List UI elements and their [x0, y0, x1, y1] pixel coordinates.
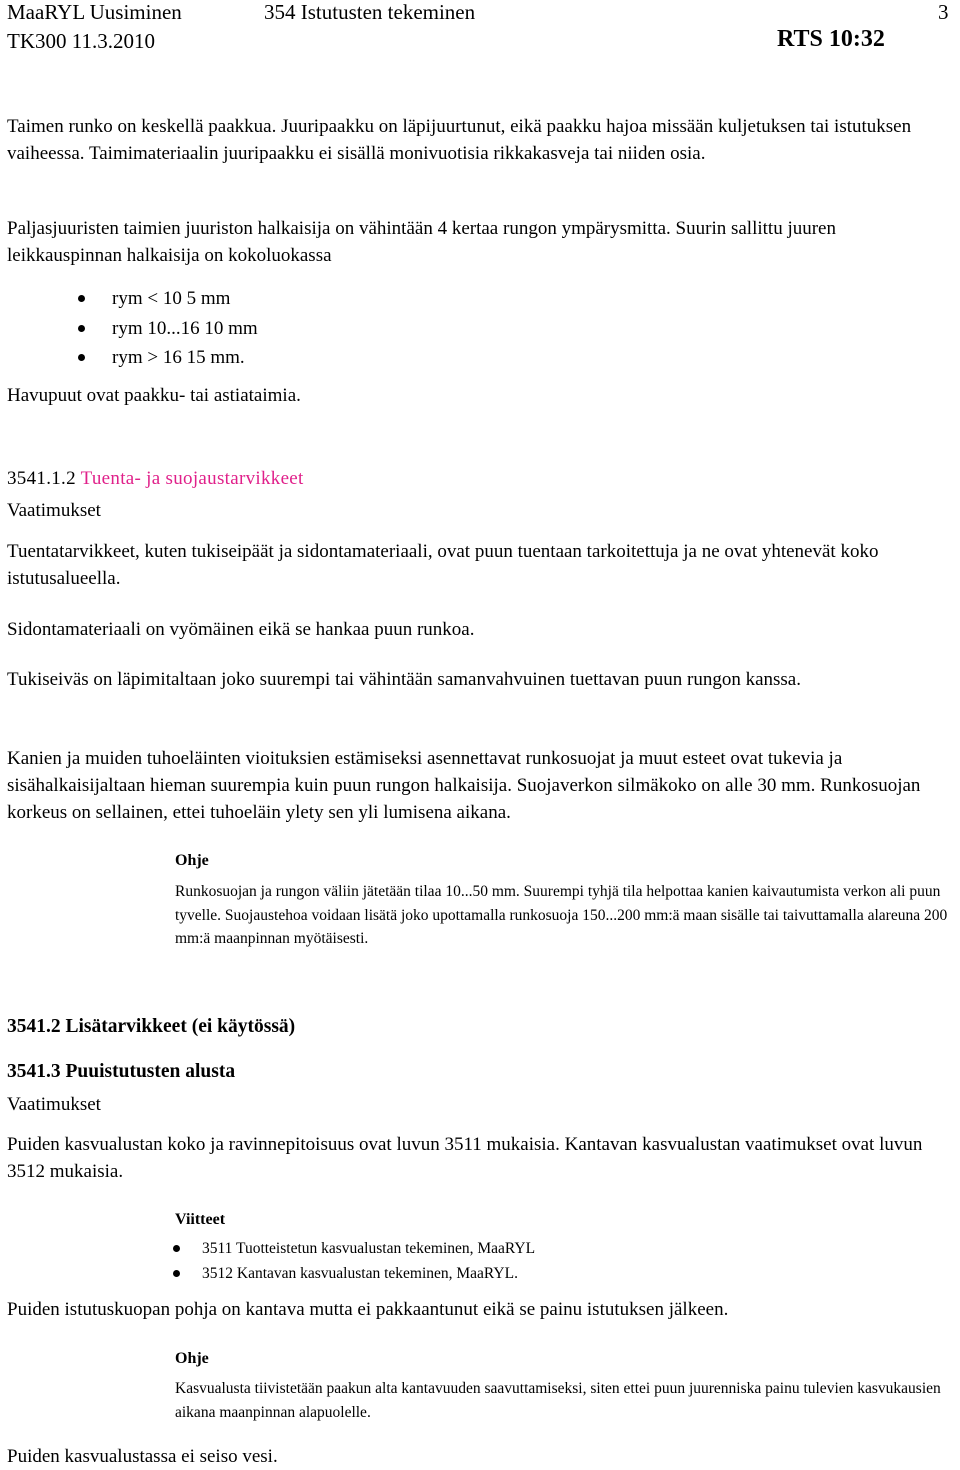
header-org: MaaRYL Uusiminen [7, 0, 182, 24]
bullet-icon [78, 325, 85, 332]
paragraph-no-standing-water: Puiden kasvualustassa ei seiso vesi. [7, 1446, 278, 1467]
ohje-label: Ohje [175, 1350, 209, 1367]
subheading-vaatimukset: Vaatimukset [7, 1094, 101, 1115]
list-item: 3512 Kantavan kasvualustan tekeminen, MaaRYL. [173, 1261, 535, 1286]
header-page-number: 3 [938, 0, 949, 24]
paragraph-support-stake: Tukiseiväs on läpimitaltaan joko suurempi tai vähintään samanvahvuinen tuettavan puun rungon kanssa. [7, 669, 801, 690]
list-item: rym < 10 5 mm [78, 284, 258, 314]
paragraph-support-materials: Tuentatarvikkeet, kuten tukiseipäät ja sidontamateriaali, ovat puun tuentaan tarkoitettuja ja ne ovat yhtenevät koko istutusalueella. [7, 541, 879, 589]
header-rts-code: RTS 10:32 [777, 26, 885, 52]
subheading-vaatimukset: Vaatimukset [7, 500, 101, 521]
paragraph-bare-root: Paljasjuuristen taimien juuriston halkaisija on vähintään 4 kertaa rungon ympärysmitta. Suurin sallittu juuren leikkauspinnan halkaisija on kokoluokassa [7, 218, 836, 266]
bullet-icon [173, 1245, 180, 1252]
header-doc-code: TK300 11.3.2010 [7, 29, 155, 53]
ohje-text-trunk-guard: Runkosuojan ja rungon väliin jätetään tilaa 10...50 mm. Suurempi tyhjä tila helpottaa kanien kaivautumista verkon ali puun tyvelle. Suojaustehoa voidaan lisätä joko upottamalla runkosuoja 150...200 mm:ä maan sisälle tai taivuttamalla alareuna 200 mm:ä maanpinnan myötäisesti. [175, 883, 948, 947]
ohje-label: Ohje [175, 852, 209, 869]
bullet-icon [78, 354, 85, 361]
viitteet-label: Viitteet [175, 1211, 226, 1228]
paragraph-conifers: Havupuut ovat paakku- tai astiataimia. [7, 385, 301, 406]
size-class-list [78, 284, 258, 373]
heading-3541-2: 3541.2 Lisätarvikkeet (ei käytössä) [7, 1016, 296, 1037]
paragraph-root-ball: Taimen runko on keskellä paakkua. Juuripaakku on läpijuurtunut, eikä paakku hajoa missään kuljetuksen tai istutuksen vaiheessa. Taimimateriaalin juuripaakku ei sisällä monivuotisia rikkakasveja tai niiden osia. [7, 116, 912, 164]
section-heading-3541-1-2: 3541.1.2 Tuenta- ja suojaustarvikkeet [7, 468, 304, 489]
reference-list [173, 1236, 535, 1286]
ohje-text-compaction: Kasvualusta tiivistetään paakun alta kantavuuden saavuttamiseksi, siten ettei puun juurenniska painu tulevien kasvukausien aikana maanpinnan alapuolelle. [175, 1380, 941, 1421]
paragraph-binding-material: Sidontamateriaali on vyömäinen eikä se hankaa puun runkoa. [7, 619, 475, 640]
paragraph-growing-medium: Puiden kasvualustan koko ja ravinnepitoisuus ovat luvun 3511 mukaisia. Kantavan kasvualustan vaatimukset ovat luvun 3512 mukaisia. [7, 1134, 923, 1182]
bullet-icon [78, 295, 85, 302]
paragraph-planting-pit: Puiden istutuskuopan pohja on kantava mutta ei pakkaantunut eikä se painu istutuksen jälkeen. [7, 1299, 729, 1320]
heading-3541-3: 3541.3 Puuistutusten alusta [7, 1061, 236, 1082]
header-section: 354 Istutusten tekeminen [264, 0, 476, 24]
list-item: rym 10...16 10 mm [78, 314, 258, 344]
paragraph-trunk-guards: Kanien ja muiden tuhoeläinten vioituksien estämiseksi asennettavat runkosuojat ja muut esteet ovat tukevia ja sisähalkaisijaltaan hieman suurempia kuin puun rungon halkaisija. Suojaverkon silmäkoko on alle 30 mm. Runkosuojan korkeus on sellainen, ettei tuhoeläin ylety sen yli lumisena aikana. [7, 748, 921, 823]
list-item: 3511 Tuotteistetun kasvualustan tekeminen, MaaRYL [173, 1236, 535, 1261]
list-item: rym > 16 15 mm. [78, 343, 258, 373]
bullet-icon [173, 1270, 180, 1277]
